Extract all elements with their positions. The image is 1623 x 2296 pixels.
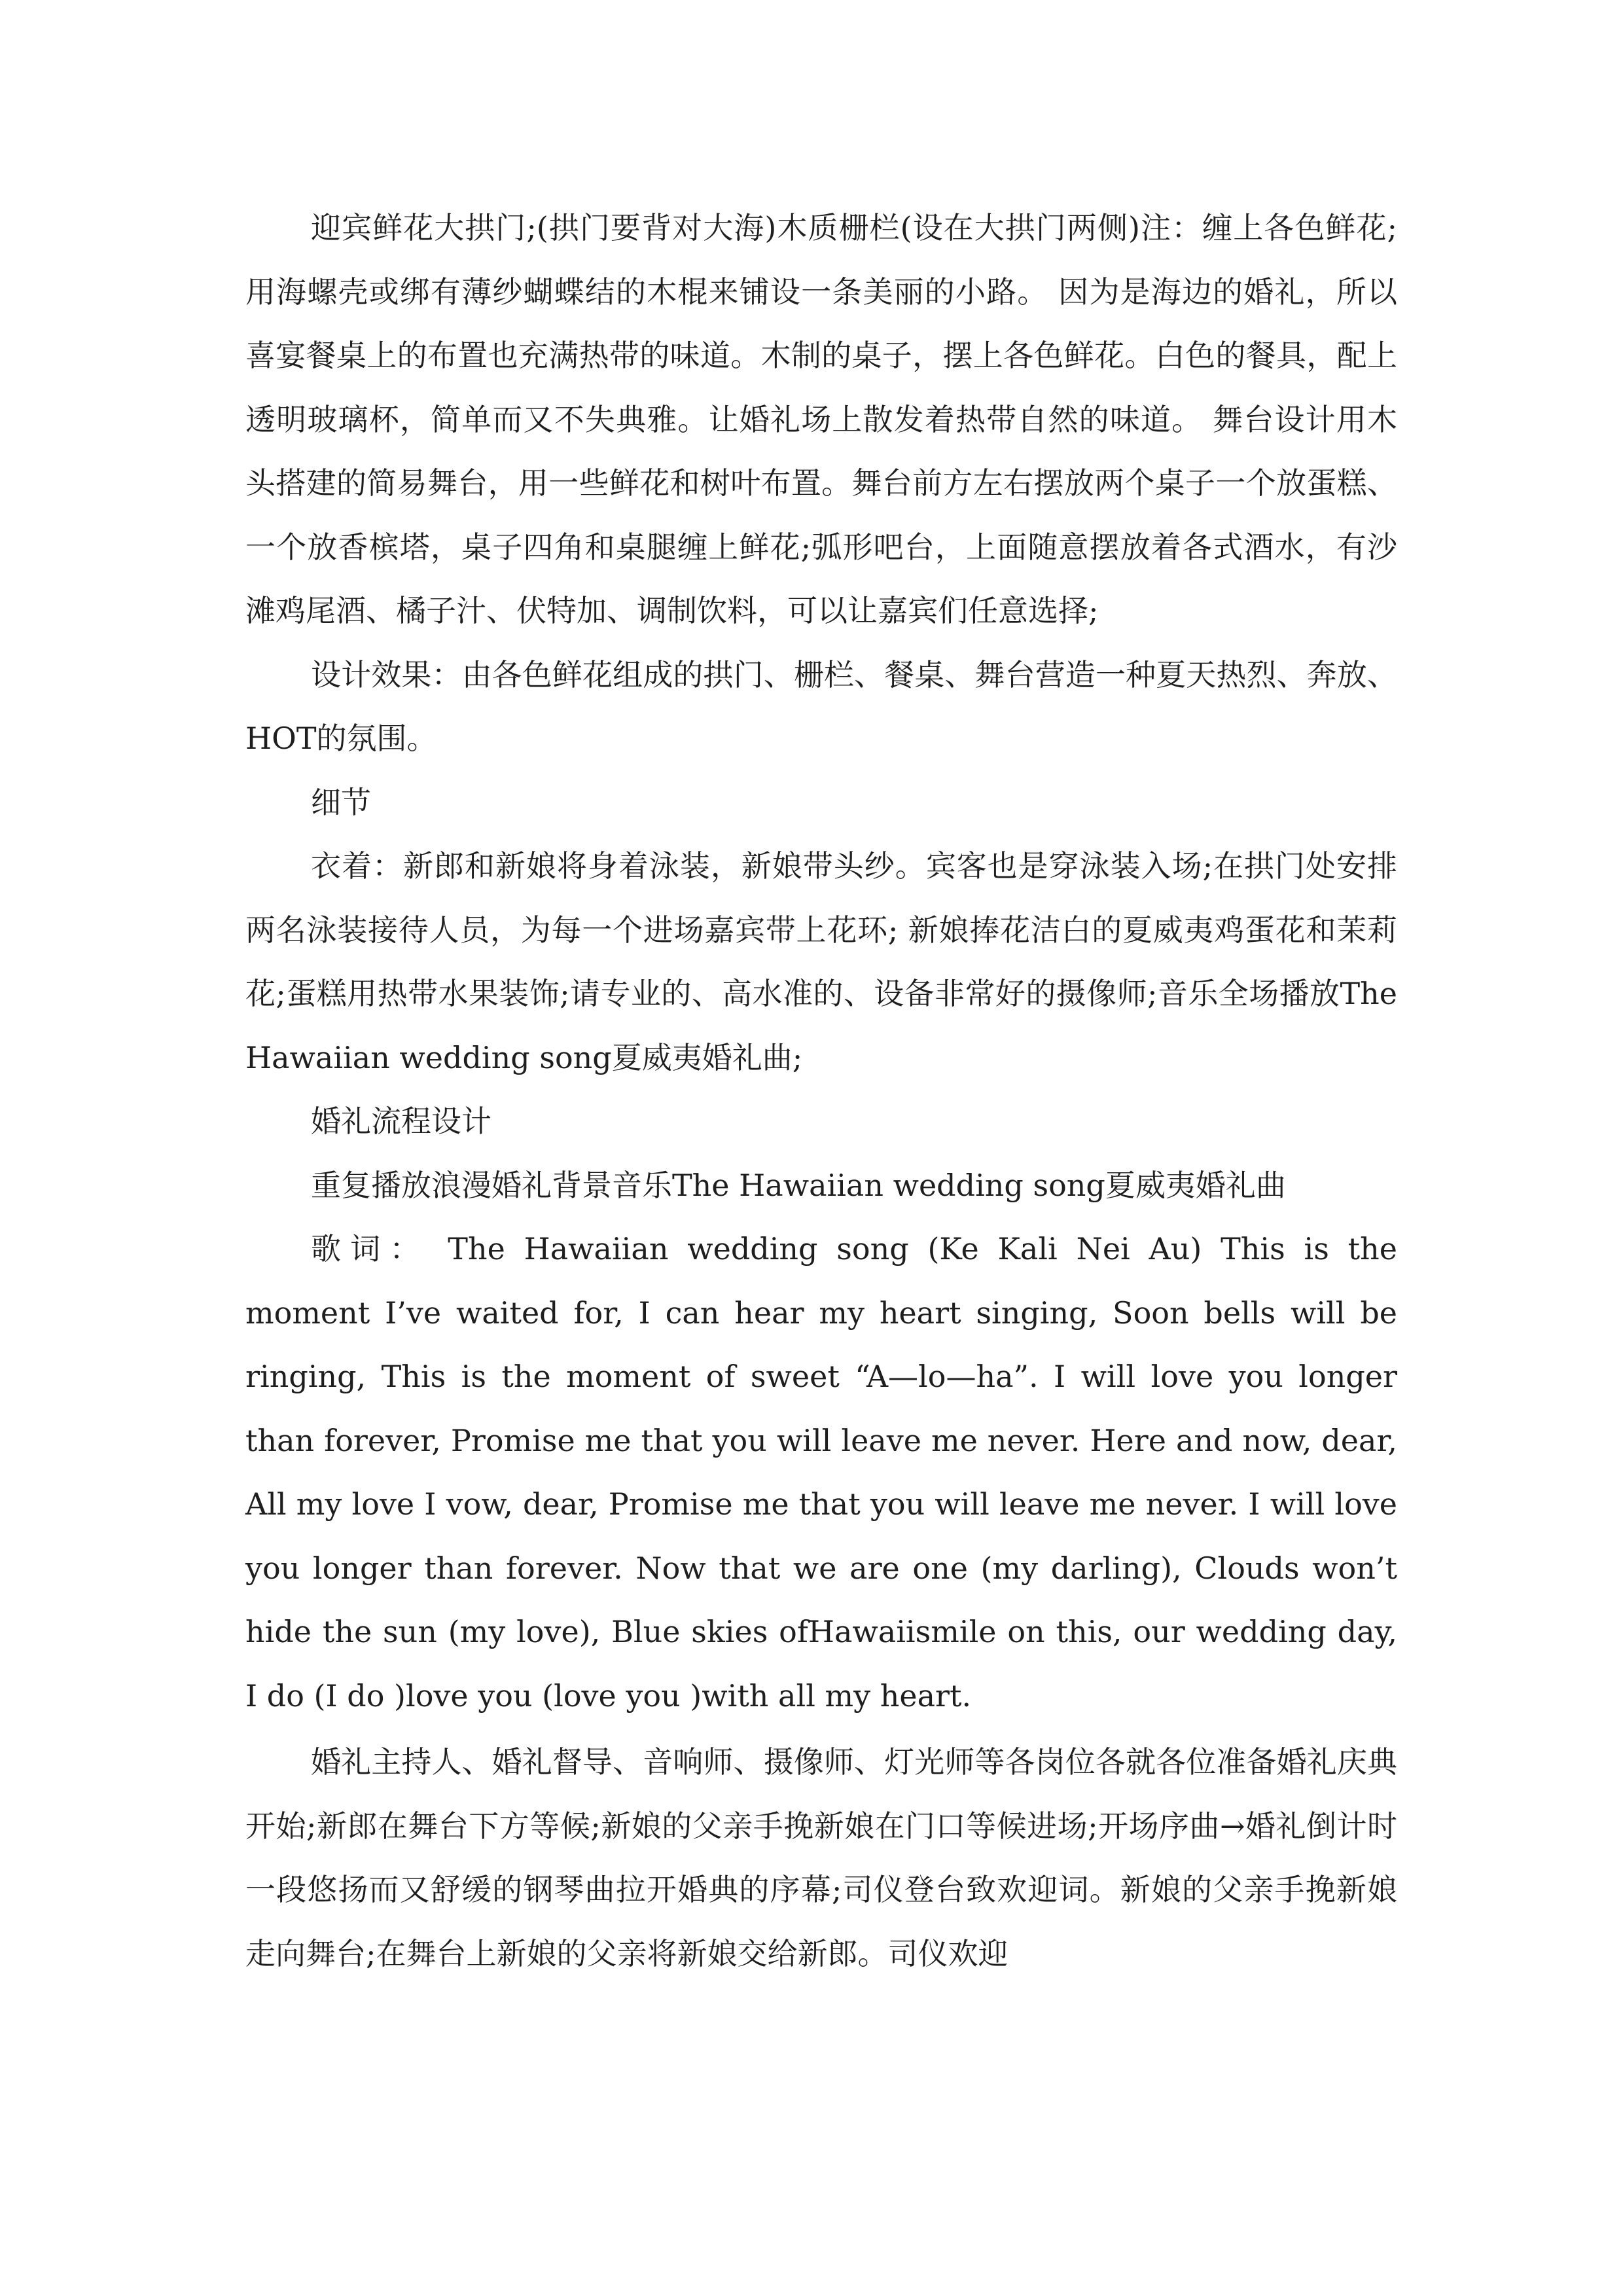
paragraph-design-effect: 设计效果：由各色鲜花组成的拱门、栅栏、餐桌、舞台营造一种夏天热烈、奔放、HOT的氛围。 (245, 656, 1397, 756)
paragraph-venue-setup: 迎宾鲜花大拱门;(拱门要背对大海)木质栅栏(设在大拱门两侧)注：缠上各色鲜花;用海螺壳或绑有薄纱蝴蝶结的木棍来铺设一条美丽的小路。 因为是海边的婚礼，所以喜宴餐桌上的布置也充满热带的味道。木制的桌子，摆上各色鲜花。白色的餐具，配上透明玻璃杯，简单而又不失典雅。让婚礼场上散发着热带自然的味道。 舞台设计用木头搭建的简易舞台，用一些鲜花和树叶布置。舞台前方左右摆放两个桌子一个放蛋糕、一个放香槟塔，桌子四角和桌腿缠上鲜花;弧形吧台，上面随意摆放着各式酒水，有沙滩鸡尾酒、橘子汁、伏特加、调制饮料，可以让嘉宾们任意选择; (245, 210, 1397, 628)
paragraph-music: 重复播放浪漫婚礼背景音乐The Hawaiian wedding song夏威夷婚礼曲 (311, 1167, 1286, 1203)
paragraph-lyrics: 歌词： The Hawaiian wedding song (Ke Kali Nei Au) This is the moment I’ve waited for, I can hear my heart singing, Soon bells will be ringing, This is the moment of sweet “A—lo—ha”. I will love you longer than forever, Promise me that you will leave me never. Here and now, dear, All my love I vow, dear, Promise me that you will leave me never. I will love you longer than forever. Now that we are one (my darling), Clouds won’t hide the sun (my love), Blue skies ofHawaiismile on this, our wedding day, I do (I do )love you (love you )with all my heart. (245, 1231, 1397, 1713)
section-heading-details: 细节 (311, 784, 371, 820)
document-body (245, 196, 1397, 1986)
paragraph-ceremony: 婚礼主持人、婚礼督导、音响师、摄像师、灯光师等各岗位各就各位准备婚礼庆典开始;新郎在舞台下方等候;新娘的父亲手挽新娘在门口等候进场;开场序曲→婚礼倒计时一段悠扬而又舒缓的钢琴曲拉开婚典的序幕;司仪登台致欢迎词。新娘的父亲手挽新娘走向舞台;在舞台上新娘的父亲将新娘交给新郎。司仪欢迎 (245, 1744, 1397, 1971)
section-heading-process: 婚礼流程设计 (311, 1103, 491, 1139)
paragraph-attire: 衣着：新郎和新娘将身着泳装，新娘带头纱。宾客也是穿泳装入场;在拱门处安排两名泳装接待人员，为每一个进场嘉宾带上花环; 新娘捧花洁白的夏威夷鸡蛋花和茉莉花;蛋糕用热带水果装饰;请专业的、高水准的、设备非常好的摄像师;音乐全场播放The Hawaiian wedding song夏威夷婚礼曲; (245, 848, 1397, 1075)
